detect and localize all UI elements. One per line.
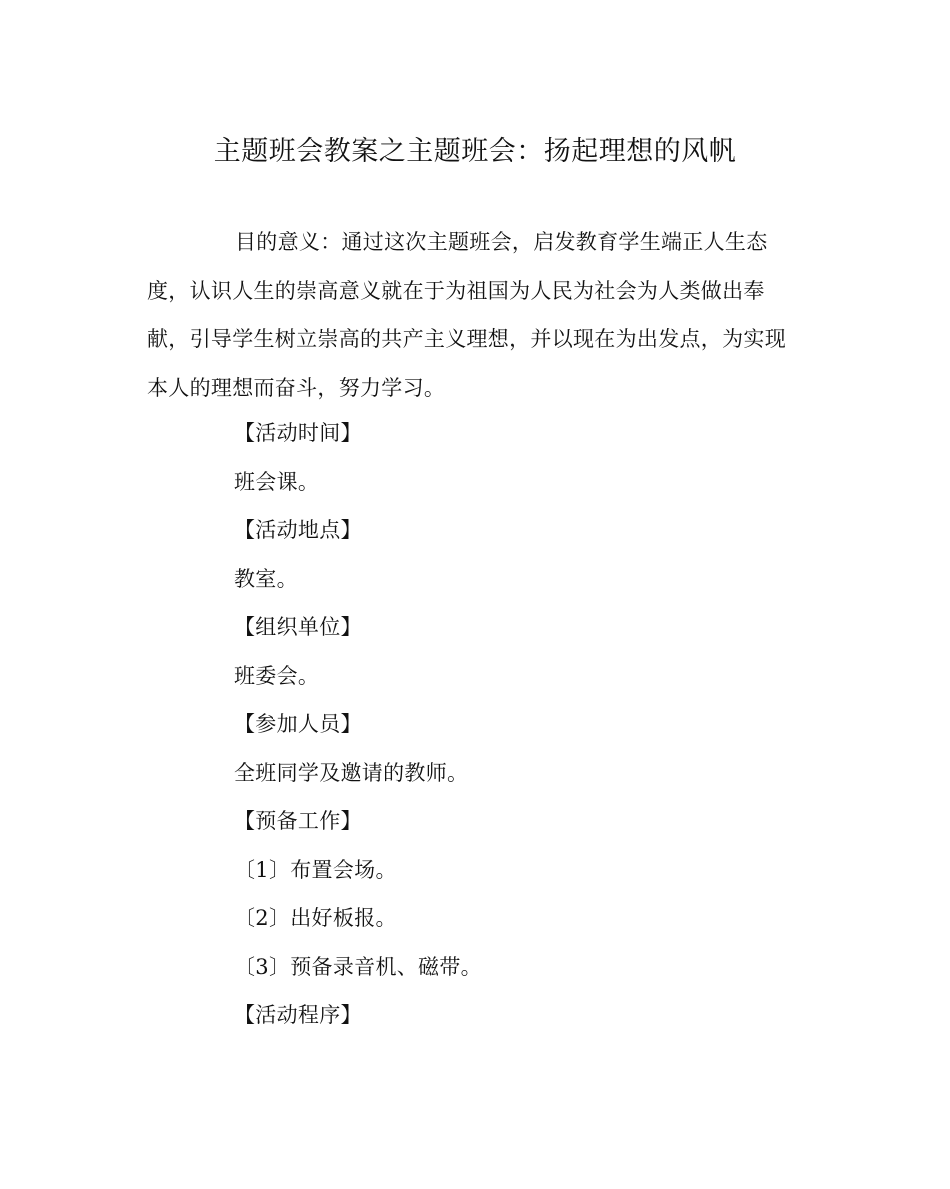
section-heading-activity-location: 【活动地点】 (234, 518, 362, 542)
preparation-item-1: 〔1〕布置会场。 (234, 857, 397, 882)
section-text-organizer: 班委会。 (234, 663, 320, 688)
section-heading-participants: 【参加人员】 (234, 712, 362, 736)
section-list (234, 409, 834, 1040)
section-text-activity-location: 教室。 (234, 566, 298, 591)
section-heading-procedure: 【活动程序】 (234, 1003, 362, 1027)
section-text-activity-time: 班会课。 (234, 469, 320, 494)
intro-paragraph: 目的意义：通过这次主题班会，启发教育学生端正人生态度，认识人生的崇高意义就在于为祖国为人民为社会为人类做出奉献，引导学生树立崇高的共产主义理想，并以现在为出发点，为实现本人的理想而奋斗，努力学习。 (147, 230, 786, 400)
preparation-item-2: 〔2〕出好板报。 (234, 906, 397, 930)
section-heading-activity-time: 【活动时间】 (234, 421, 362, 445)
section-heading-organizer: 【组织单位】 (234, 615, 362, 639)
section-text-participants: 全班同学及邀请的教师。 (234, 760, 469, 785)
preparation-item-3: 〔3〕预备录音机、磁带。 (234, 954, 482, 979)
section-heading-preparation: 【预备工作】 (234, 809, 362, 833)
document-title: 主题班会教案之主题班会：扬起理想的风帆 (213, 136, 737, 167)
